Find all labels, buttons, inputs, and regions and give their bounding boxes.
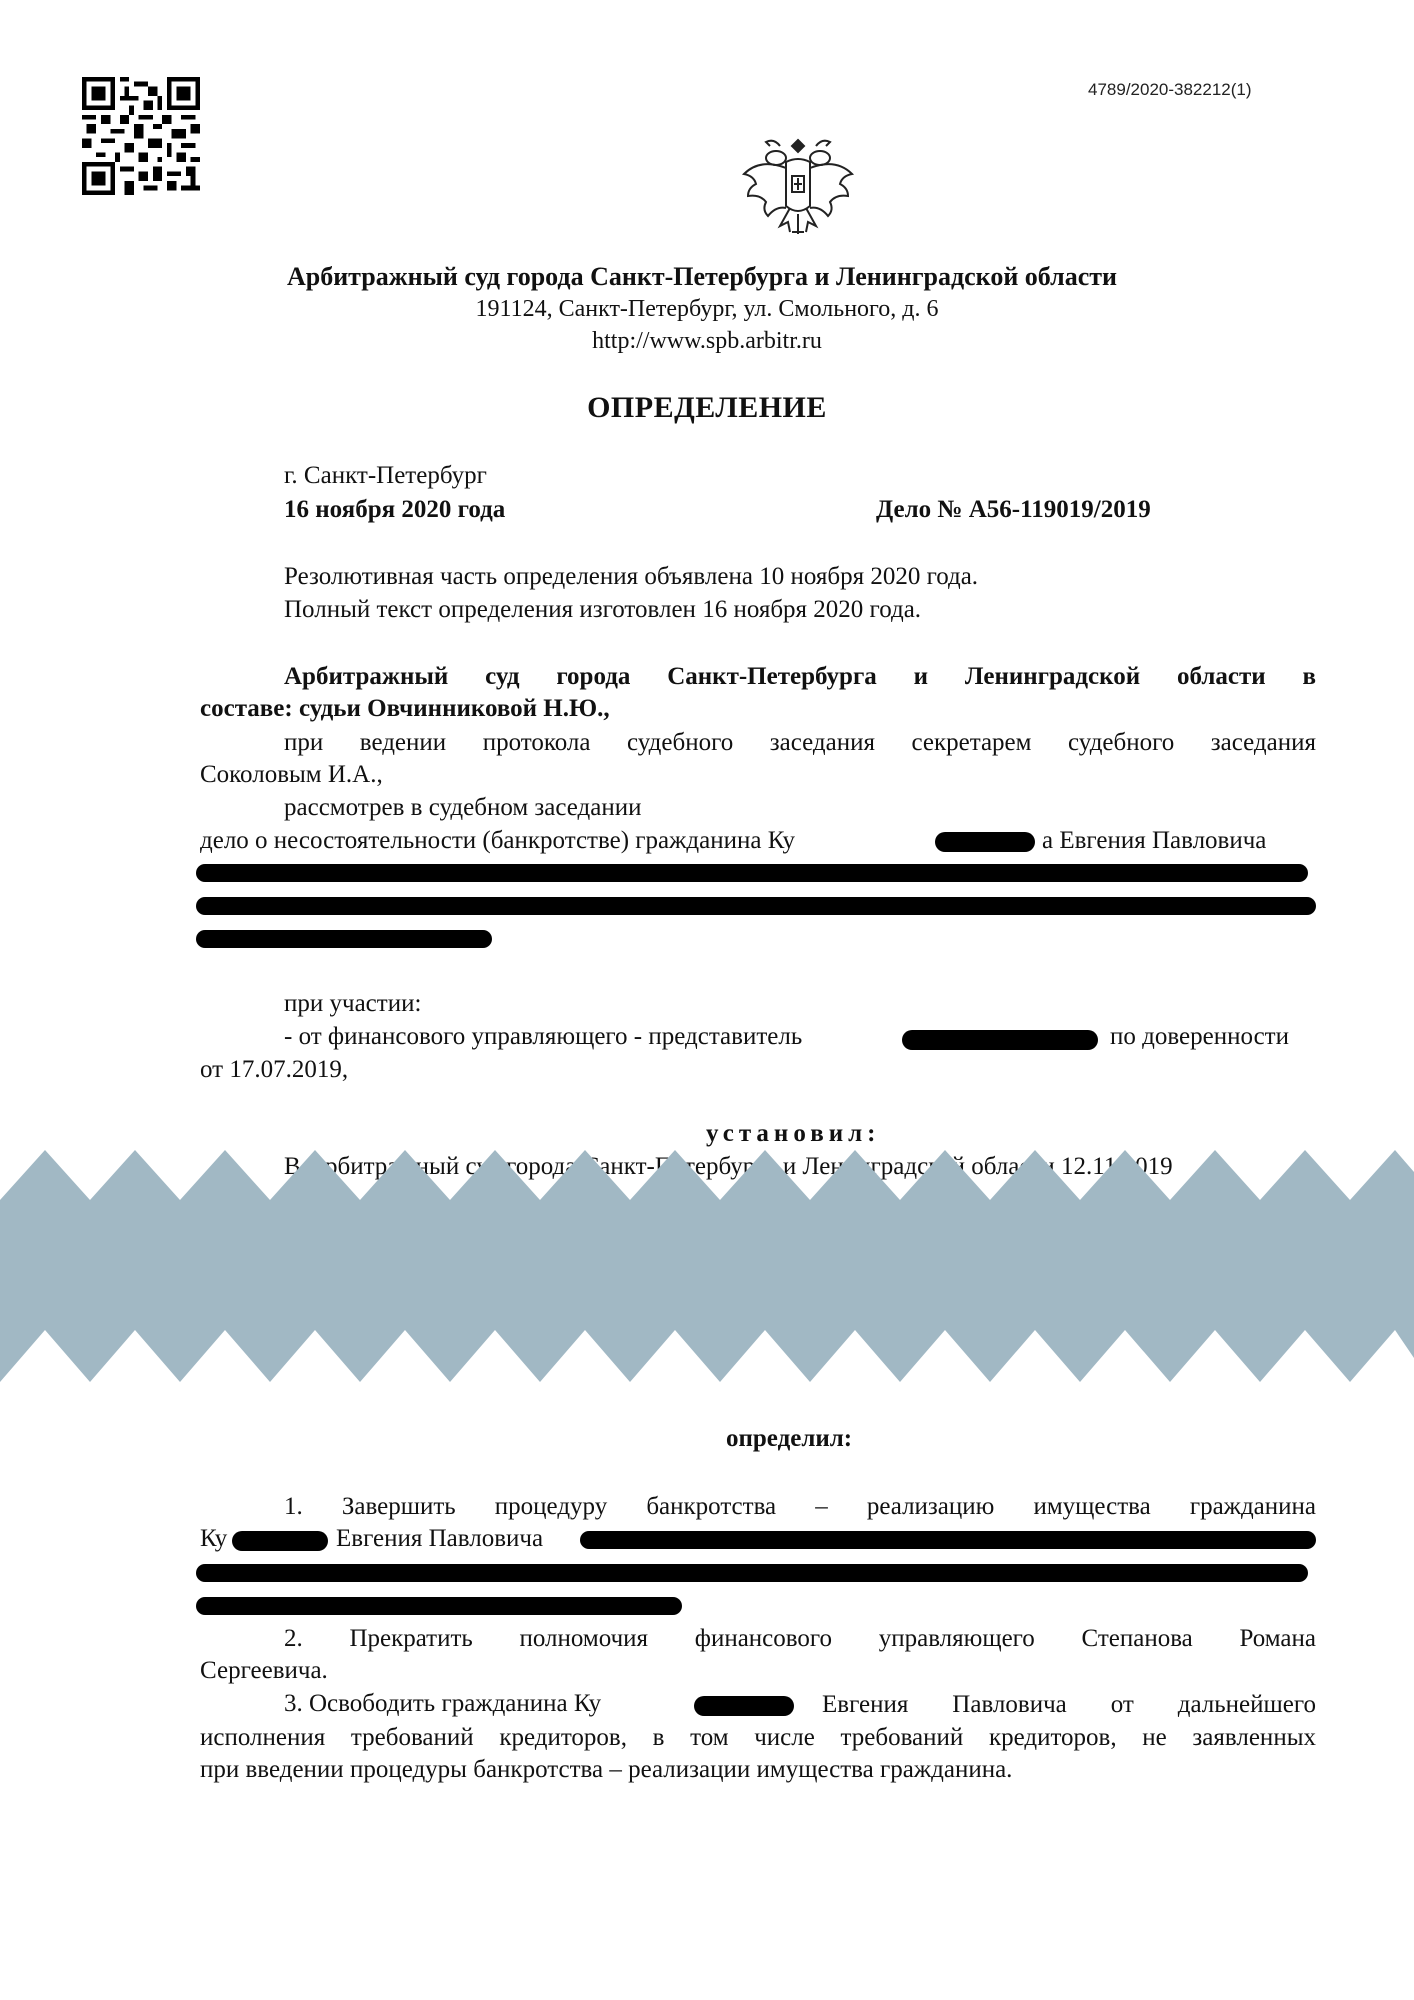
- decision-item-3-start: 3. Освободить гражданина Ку: [284, 1690, 602, 1717]
- redaction-bar: [694, 1696, 794, 1716]
- decision-item-3-line-b: исполнения требований кредиторов, в том числе требований кредиторов, не заявленных: [200, 1724, 1316, 1751]
- participation-label: при участии:: [284, 990, 422, 1017]
- court-composition-line-a: Арбитражный суд города Санкт-Петербурга и Ленинградской области в: [284, 663, 1316, 690]
- secretary-line-b: Соколовым И.А.,: [200, 761, 383, 788]
- decision-item-2-line-b: Сергеевича.: [200, 1657, 328, 1684]
- participation-date: от 17.07.2019,: [200, 1056, 349, 1083]
- court-name: Арбитражный суд города Санкт-Петербурга и Ленинградской области: [286, 262, 1118, 291]
- participation-manager: - от финансового управляющего - представитель: [284, 1023, 803, 1050]
- redaction-bar: [902, 1030, 1098, 1050]
- city: г. Санкт-Петербург: [284, 462, 487, 489]
- court-website: http://www.spb.arbitr.ru: [592, 328, 822, 354]
- secretary-line-a: при ведении протокола судебного заседания секретарем судебного заседания: [284, 729, 1316, 756]
- case-description-start: дело о несостоятельности (банкротстве) гражданина Ку: [200, 827, 796, 854]
- redaction-bar: [232, 1531, 328, 1551]
- decision-item-3-rest: Евгения Павловича от дальнейшего: [822, 1691, 1316, 1718]
- decision-item-1-line-a: 1. Завершить процедуру банкротства – реализацию имущества гражданина: [284, 1493, 1316, 1520]
- decision-heading: определил:: [726, 1425, 853, 1452]
- decision-item-3-line-c: при введении процедуры банкротства – реализации имущества гражданина.: [200, 1756, 1013, 1783]
- coat-of-arms-icon: [740, 128, 856, 248]
- redaction-bar: [196, 897, 1316, 915]
- case-number: Дело № А56-119019/2019: [876, 496, 1151, 523]
- participation-proxy: по доверенности: [1110, 1023, 1289, 1050]
- considering-line: рассмотрев в судебном заседании: [284, 794, 642, 821]
- page-cut-banner: [0, 1120, 1414, 1410]
- case-description-name: а Евгения Павловича: [1042, 827, 1267, 854]
- established-heading: установил:: [706, 1120, 881, 1147]
- redaction-bar: [196, 864, 1308, 882]
- qr-code-icon: [82, 77, 200, 195]
- document-heading: ОПРЕДЕЛЕНИЕ: [587, 391, 827, 424]
- established-text: В Арбитражный суд города Санкт-Петербурга и Ленинградской области 12.11.2019: [284, 1153, 1173, 1180]
- resolution-announced: Резолютивная часть определения объявлена 10 ноября 2020 года.: [284, 563, 979, 590]
- decision-item-1-start: Ку: [200, 1525, 228, 1552]
- court-composition-line-b: составе: судьи Овчинниковой Н.Ю.,: [200, 695, 610, 722]
- redaction-bar: [935, 832, 1035, 852]
- redaction-bar: [196, 1564, 1308, 1582]
- redaction-bar: [196, 1597, 682, 1615]
- redaction-bar: [196, 930, 492, 948]
- court-address: 191124, Санкт-Петербург, ул. Смольного, д. 6: [475, 296, 939, 322]
- decision-item-1-name: Евгения Павловича: [336, 1525, 544, 1552]
- redaction-bar: [580, 1531, 1316, 1549]
- full-text-made: Полный текст определения изготовлен 16 ноября 2020 года.: [284, 596, 922, 623]
- decision-item-2-line-a: 2. Прекратить полномочия финансового управляющего Степанова Романа: [284, 1625, 1316, 1652]
- document-date: 16 ноября 2020 года: [284, 496, 506, 523]
- document-number: 4789/2020-382212(1): [1088, 80, 1252, 99]
